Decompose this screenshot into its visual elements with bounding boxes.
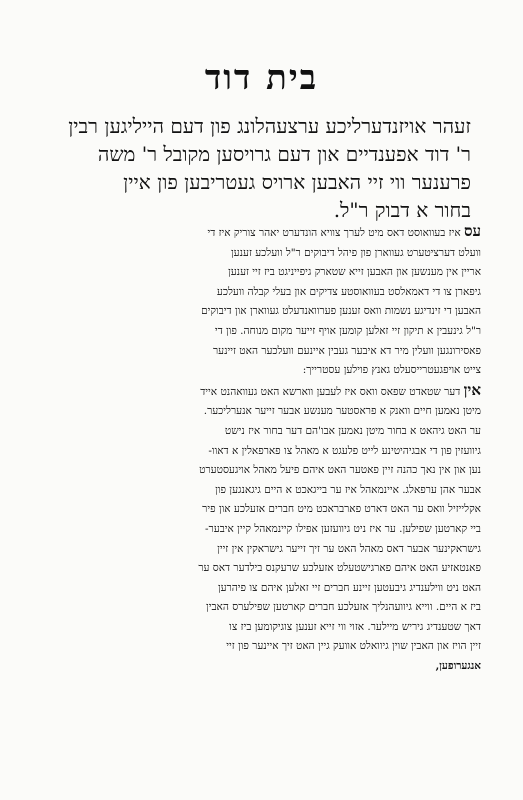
subtitle-line: בחור א דבוק ר"ל. bbox=[333, 198, 471, 222]
text-line: ביז א היים. ווייא גיוועהנליך אזעלכע חברים קארטען שפילערס האבין bbox=[206, 601, 481, 614]
body-text bbox=[42, 222, 481, 677]
subtitle-line: פרענער ווי זיי האבען ארויס געטריבען פון איין bbox=[123, 170, 471, 194]
text-line: ר"ל גינעבין א תיקון זיי זאלען קומען אויף זייער מקום מנוחה. פון די bbox=[214, 324, 481, 337]
text-line: גיוועזין פון די אבגיהיטינע לייט פלעגט א מאהל צו פארפאלין א דאוו- bbox=[208, 444, 481, 457]
text-line: גישראקינער אבער דאס מאהל האט ער זיך זייער גישראקין אין זיין bbox=[217, 542, 481, 555]
paragraph-2 bbox=[42, 381, 481, 677]
text-line: ער האט גיהאט א בחור מיטן נאמען אבו'הם דער בחור איז נישט bbox=[224, 424, 481, 437]
text-line: דאך שטענדיג גיריש מיילער. אזוי ווי זייא זענען צוגיקומען ביז צו bbox=[229, 620, 481, 633]
text-line: צייט אויפגעטרייסעלט גאנץ פוילען עסטרייך: bbox=[302, 364, 481, 377]
text-line: האט ניט ווילענדיג גיבעטען זיינע חברים זיי זאלען איהם צו פיהרען bbox=[217, 581, 481, 594]
text-line: אבער אהן ערפאלג. איינמאהל איז ער בייגאכט א היים גיגאנגען פון bbox=[215, 483, 481, 496]
text-line: פאנטאזיע האט איהם פארגישטעלט אזעלכע שרעקנס בילדער דאס ער bbox=[198, 562, 481, 575]
text-line: עס איז בעוואוסט דאס מיט לערך צוויא הונדערט יאהר צוריק איז די bbox=[207, 222, 481, 240]
text-line: האבען די זינדיגע נשמות וואס זענען פערוואנדעלט געווארן און דיבוקים bbox=[201, 305, 481, 318]
text-line: אקלייזיל וואס ער האט דארט פארבראכט מיט חברים אזעלכע און פיר bbox=[202, 503, 481, 516]
text-line-final: אנגערופען, bbox=[435, 660, 481, 673]
text-line: נען און אין נאך כהנה זיין פאטער האט איהם פיעל מאהל אויגעסטערט bbox=[199, 464, 481, 477]
text-line: מיטן נאמען חיים וואנק א פראסטער מענשע אבער זייער אנערליכער. bbox=[203, 405, 481, 418]
text-line: וועלט דערציטערט געווארן פון פיהל דיבוקים ר"ל וועלכע זענען bbox=[230, 246, 481, 259]
text-line: גיפארן צו די דאמאלסט בעוואוסטע צדיקים און בעלי קבלה וועלכע bbox=[216, 285, 481, 298]
lead-word: אין bbox=[463, 380, 481, 399]
subtitle-line: זעהר אויזנדערליכע ערצעהלונג פון דעם הייליגען רבין bbox=[68, 114, 471, 138]
paragraph-1 bbox=[42, 222, 481, 381]
text-line: אין דער שטאדט שפאס וואס איז לעבען ווארשא האט געוואהנט אייד bbox=[200, 380, 481, 399]
text-line: זיין הויז און האבין שוין גיוואלט אוועק גיין האט זיך איינער פון זיי bbox=[226, 640, 481, 653]
subtitle bbox=[52, 112, 471, 224]
text-line: ביי קארטען שפילען. ער איז ניט גיוועזען אפילו קיינמאהל קיין איבער- bbox=[205, 522, 481, 535]
lead-word: עס bbox=[463, 222, 481, 240]
text-line: אריין אין מענשען און האבען זייא שטארק גיפייניגט ביז זיי זענען bbox=[228, 266, 481, 279]
subtitle-line: ר' דוד אפענדיים און דעם גרויסען מקובל ר' משה bbox=[97, 142, 471, 166]
page-title: בית דוד bbox=[204, 58, 319, 98]
text-line: פאסירונגען וועלין מיר דא איבער געבין איינעם וועלכער האט זיינער bbox=[213, 344, 481, 357]
